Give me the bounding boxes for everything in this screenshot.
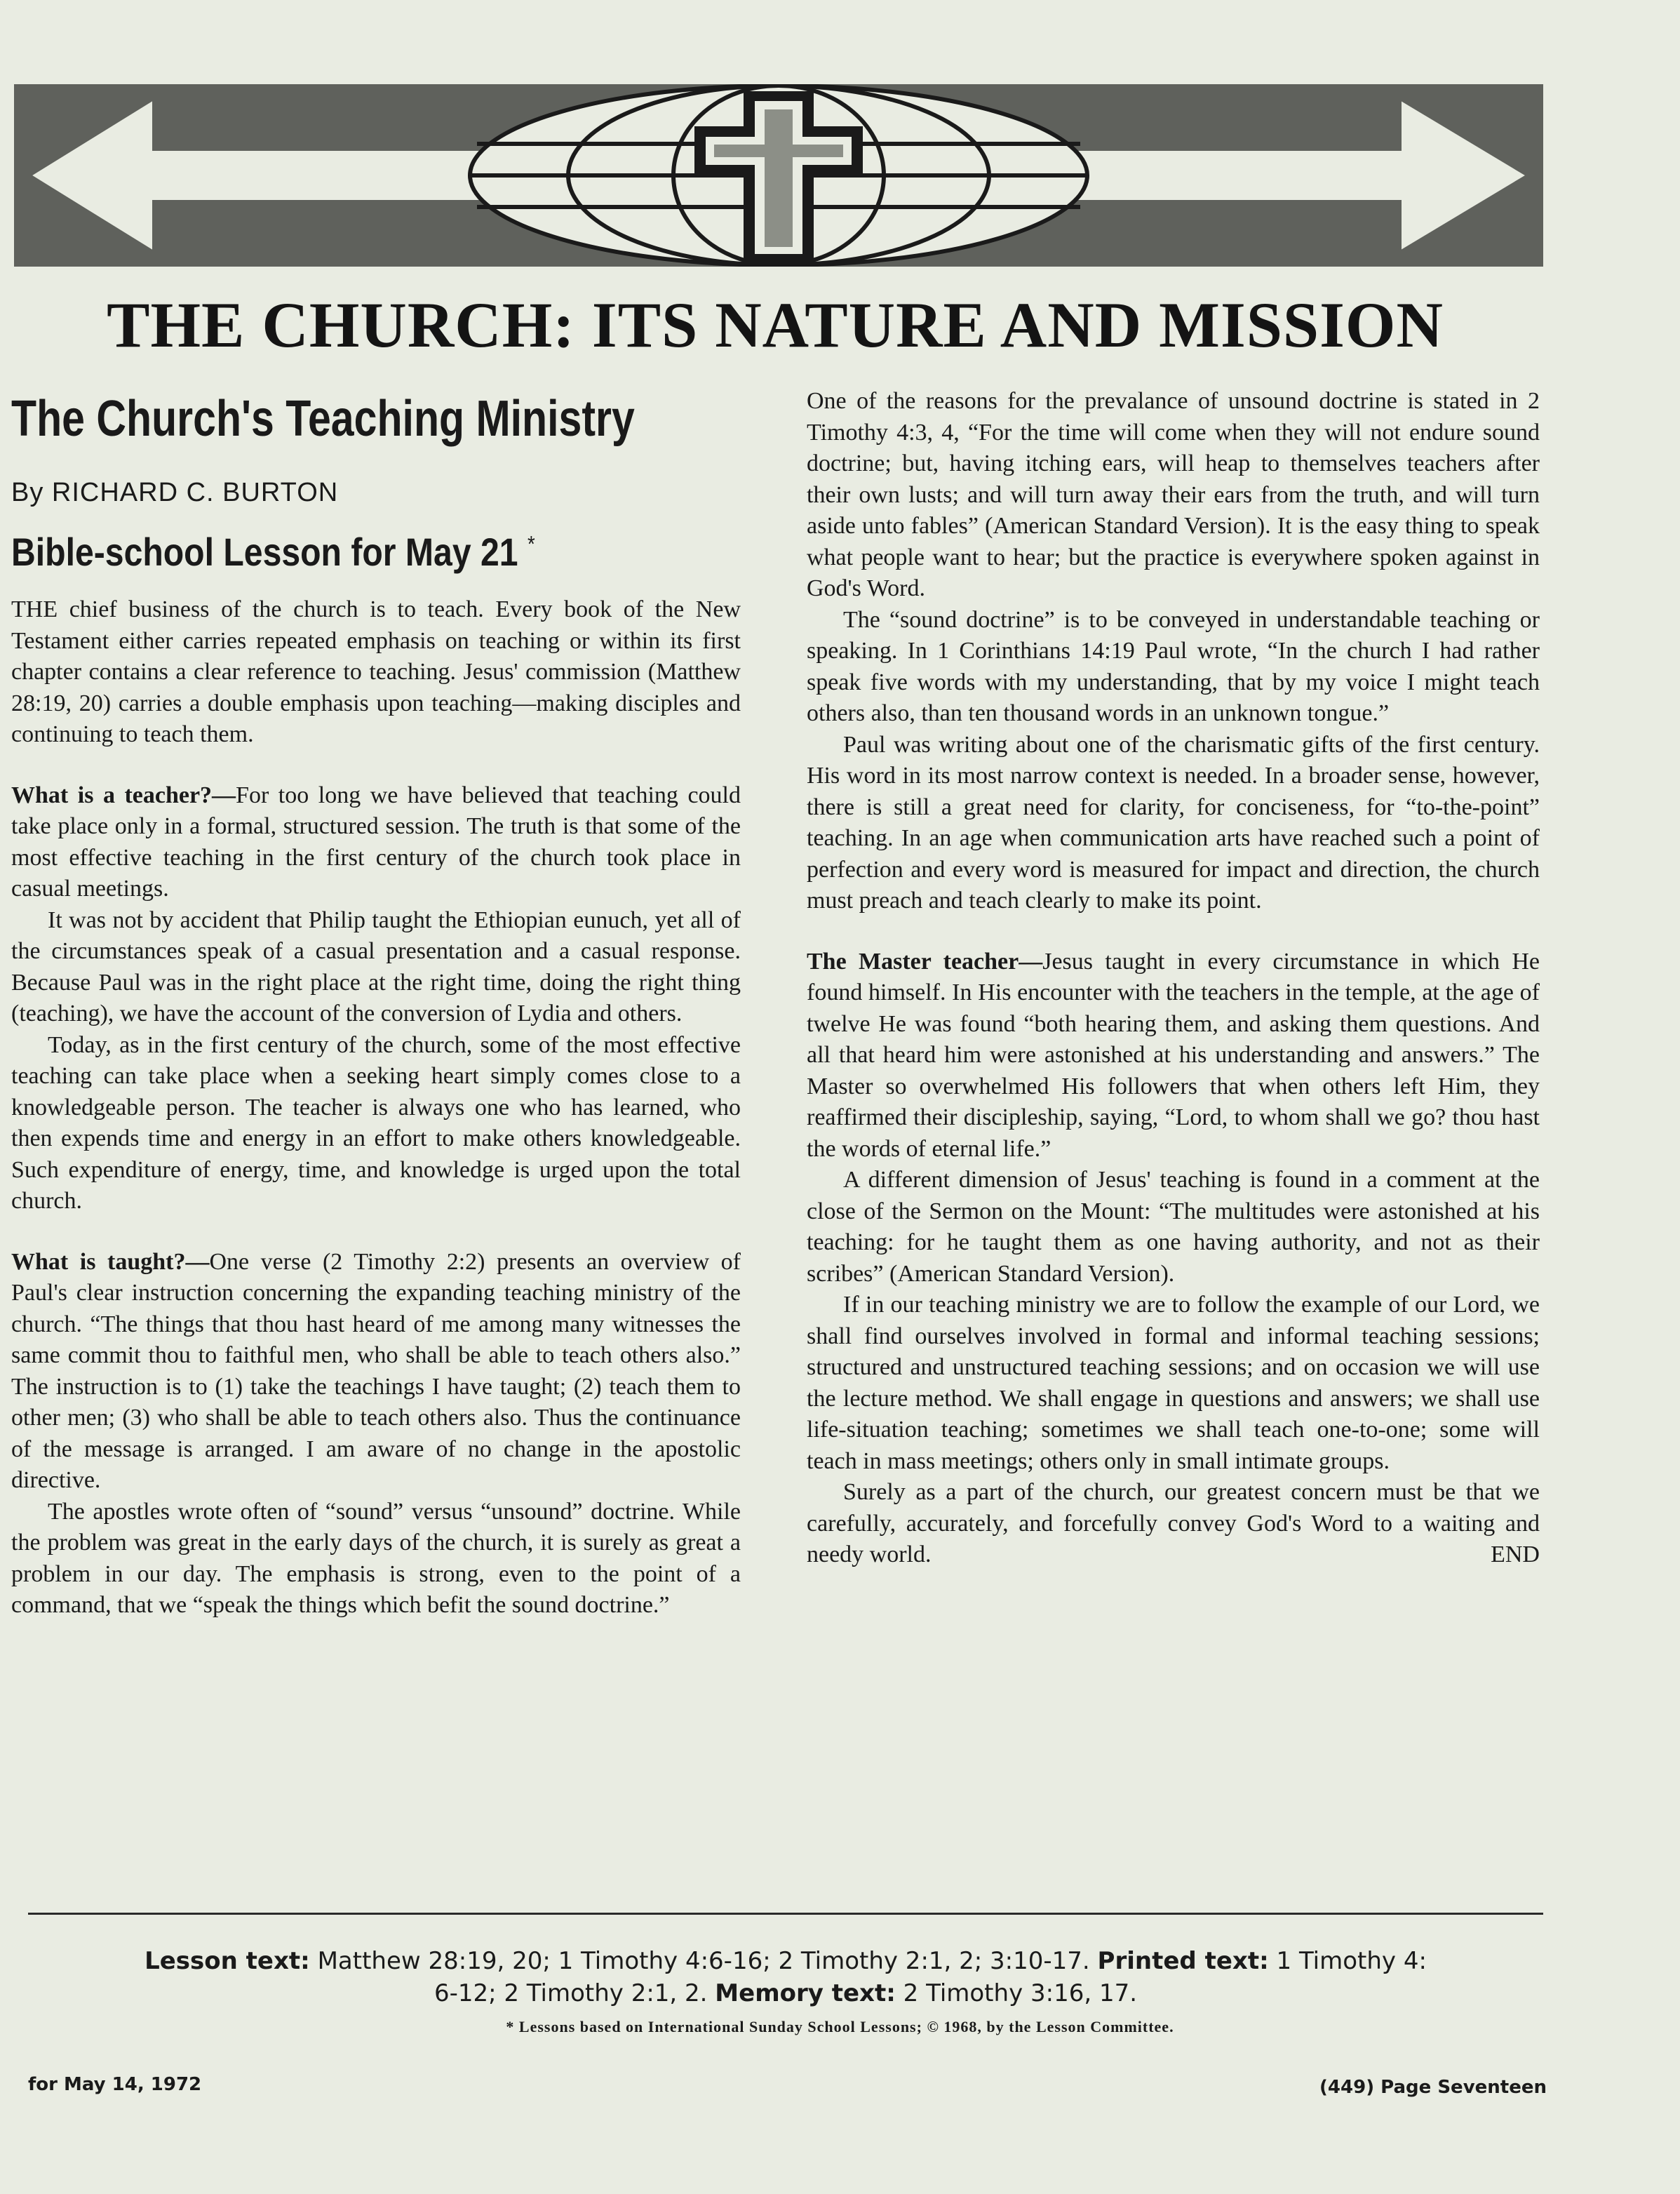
- banner-globe-cross-icon: [14, 84, 1543, 267]
- article-column-left: [11, 389, 741, 1621]
- article-title: The Church's Teaching Ministry: [11, 391, 635, 447]
- page-number: (449) Page Seventeen: [1319, 2077, 1547, 2098]
- paragraph: It was not by accident that Philip taught the Ethiopian eunuch, yet all of the circumstances speak of a casual presentation and a casual response. Because Paul was in the right place at the right time, doing the right thing (teaching), we have the account of the conversion of Lydia and others.: [11, 907, 741, 1026]
- paragraph: The apostles wrote often of “sound” versus “unsound” doctrine. While the problem was great in the early days of the church, it is surely as great a problem in our day. The emphasis is strong, even to the point of a command, that we “speak the things which befit the sound doctrine.”: [11, 1498, 741, 1618]
- paragraph: The “sound doctrine” is to be conveyed in understandable teaching or speaking. In 1 Corinthians 14:19 Paul wrote, “In the church I had rather speak five words with my understanding, that by my voice I might teach others also, than ten thousand words in an unknown tongue.”: [807, 606, 1540, 726]
- lesson-text: Matthew 28:19, 20; 1 Timothy 4:6-16; 2 Timothy 2:1, 2; 3:10-17.: [317, 1947, 1090, 1975]
- lesson-footnote-mark: *: [527, 531, 535, 557]
- printed-text-2: 6-12; 2 Timothy 2:1, 2.: [434, 1979, 708, 2007]
- lesson-date-text: Bible-school Lesson for May 21: [11, 530, 518, 574]
- byline: By RICHARD C. BURTON: [11, 478, 339, 507]
- paragraph: Surely as a part of the church, our greatest concern must be that we carefully, accurately, and forcefully convey God's Word to a waiting and needy world. END: [807, 1477, 1540, 1571]
- memory-text: 2 Timothy 3:16, 17.: [903, 1979, 1138, 2007]
- footnote: * Lessons based on International Sunday School Lessons; © 1968, by the Lesson Committee.: [506, 2018, 1174, 2035]
- paragraph: Paul was writing about one of the charismatic gifts of the first century. His word in its most narrow context is needed. In a broader sense, however, there is still a great need for clarity, for conciseness, for “to-the-point” teaching. In an age when communication arts have reached such a point of perfection and every word is measured for impact and direction, the church must preach and teach clearly to make its point.: [807, 731, 1540, 914]
- page-date: for May 14, 1972: [28, 2074, 202, 2095]
- paragraph: If in our teaching ministry we are to follow the example of our Lord, we shall find ourselves involved in formal and informal teaching sessions; structured and unstructured teaching sessions; and on occasion we will use the lecture method. We shall engage in questions and answers; we shall use life-situation teaching; sometimes we shall teach one-to-one; some will teach in mass meetings; others only in small intimate groups.: [807, 1292, 1540, 1474]
- lesson-date: [11, 529, 638, 575]
- lesson-text-label: Lesson text:: [145, 1947, 310, 1975]
- paragraph: What is a teacher?—For too long we have believed that teaching could take place only in a formal, structured session. The truth is that some of the most effective teaching in the first century of the church took place in casual meetings.: [11, 782, 741, 902]
- section-heading: What is taught?—: [11, 1248, 210, 1275]
- paragraph: One of the reasons for the prevalance of unsound doctrine is stated in 2 Timothy 4:3, 4, “For the time will come when they will not endure sound doctrine; but, having itching ears, will heap to themselves teachers after their own lusts; and will turn away their ears from the truth, and will turn aside unto fables” (American Standard Version). It is the easy thing to speak what people want to hear; but the practice is everywhere spoken against in God's Word.: [807, 388, 1540, 601]
- end-mark: END: [1491, 1541, 1540, 1567]
- article-column-right: [807, 386, 1540, 1571]
- paragraph: Today, as in the first century of the church, some of the most effective teaching can take place when a seeking heart simply comes close to a knowledgeable person. The teacher is always one who has learned, who then expends time and energy in an effort to make others knowledgeable. Such expenditure of energy, time, and knowledge is urged upon the total church.: [11, 1031, 741, 1214]
- printed-text-1: 1 Timothy 4:: [1276, 1947, 1427, 1975]
- scripture-references: [42, 1945, 1529, 2009]
- paragraph: THE chief business of the church is to teach. Every book of the New Testament either carries repeated emphasis on teaching or within its first chapter contains a clear reference to teaching. Jesus' commission (Matthew 28:19, 20) carries a double emphasis upon teaching—making disciples and continuing to teach them.: [11, 596, 741, 747]
- paragraph: The Master teacher—Jesus taught in every circumstance in which He found himself. In His encounter with the teachers in the temple, at the age of twelve He was found “both hearing them, and asking them questions. And all that heard him were astonished at his understanding and answers.” The Master so overwhelmed His followers that when others left Him, they reaffirmed their discipleship, saying, “Lord, to whom shall we go? thou hast the words of eternal life.”: [807, 948, 1540, 1162]
- section-heading: What is a teacher?—: [11, 782, 236, 808]
- paragraph: A different dimension of Jesus' teaching is found in a comment at the close of the Sermon on the Mount: “The multitudes were astonished at his teaching: for he taught them as one having authority, and not as their scribes” (American Standard Version).: [807, 1167, 1540, 1287]
- divider-rule: [28, 1913, 1543, 1915]
- printed-text-label: Printed text:: [1097, 1947, 1269, 1975]
- section-heading: The Master teacher—: [807, 948, 1043, 975]
- page-title: THE CHURCH: ITS NATURE AND MISSION: [107, 289, 1444, 361]
- paragraph: What is taught?—One verse (2 Timothy 2:2) presents an overview of Paul's clear instruction concerning the expanding teaching ministry of the church. “The things that thou hast heard of me among many witnesses the same commit thou to faithful men, who shall be able to teach others also.” The instruction is to (1) take the teachings I have taught; (2) teach them to other men; (3) who shall be able to teach others also. Thus the continuance of the message is arranged. I am aware of no change in the apostolic directive.: [11, 1248, 741, 1493]
- memory-text-label: Memory text:: [715, 1979, 896, 2007]
